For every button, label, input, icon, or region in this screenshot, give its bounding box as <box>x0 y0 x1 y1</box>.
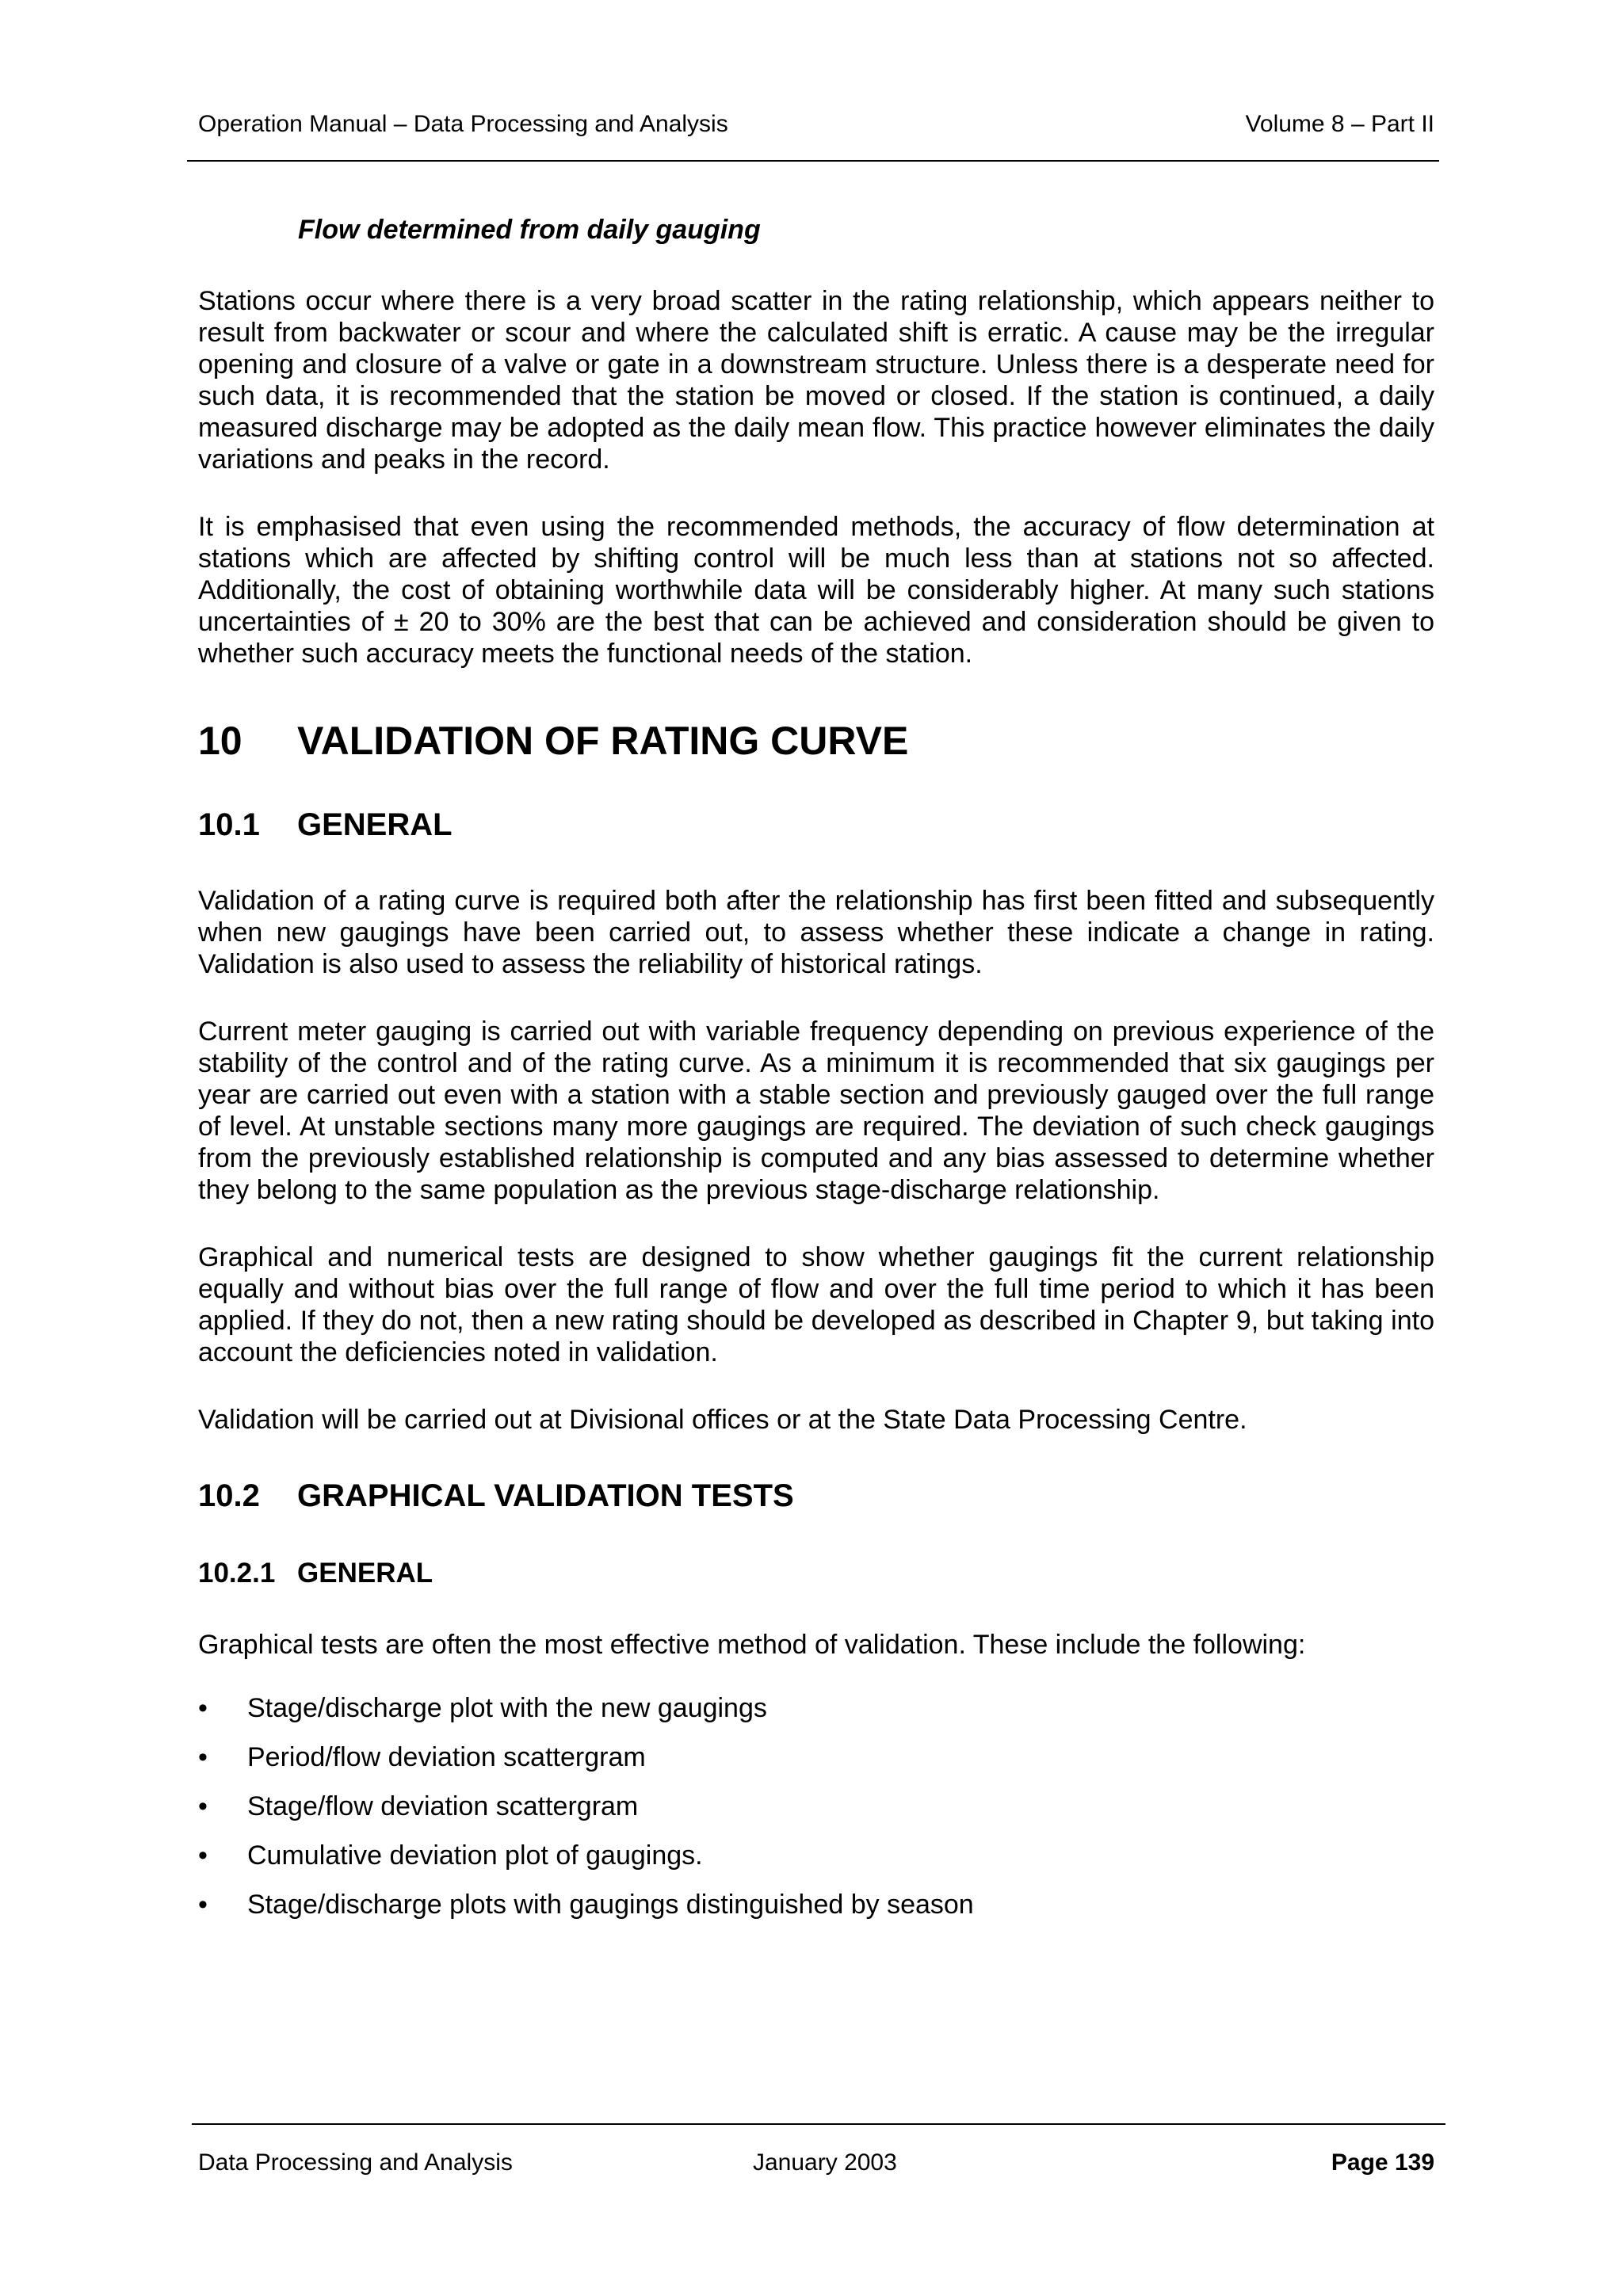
list-item-text: Stage/flow deviation scattergram <box>247 1791 639 1821</box>
bullet-icon: • <box>198 1890 208 1920</box>
list-item <box>198 1741 1434 1773</box>
page-content <box>198 212 1434 1938</box>
list-item <box>198 1791 1434 1822</box>
page-footer <box>198 2149 1434 2181</box>
list-item <box>198 1889 1434 1920</box>
page-header <box>198 111 1434 143</box>
footer-date: January 2003 <box>753 2149 897 2176</box>
paragraph-graphical-numerical: Graphical and numerical tests are designed to show whether gaugings fit the current relationship equally and without bias over the full range of flow and over the full time period to which it has been applied. If they do not, then a new rating should be developed as described in Chapter 9, but taking into account the deficiencies noted in validation. <box>198 1242 1434 1367</box>
bullet-icon: • <box>198 1742 208 1772</box>
subsubsection-title: GENERAL <box>297 1558 433 1589</box>
subheading-flow-daily-gauging: Flow determined from daily gauging <box>298 215 761 245</box>
header-volume: Volume 8 – Part II <box>1245 111 1434 137</box>
subsubsection-heading-10-2-1 <box>198 1556 1434 1591</box>
footer-title: Data Processing and Analysis <box>198 2149 513 2176</box>
paragraph-graphical-tests: Graphical tests are often the most effective method of validation. These include the following: <box>198 1630 1306 1660</box>
list-item <box>198 1840 1434 1871</box>
subsection-heading-10-2 <box>198 1477 1434 1515</box>
bullet-icon: • <box>198 1693 208 1723</box>
bullet-icon: • <box>198 1840 208 1871</box>
header-rule <box>187 160 1439 162</box>
footer-rule <box>192 2123 1445 2125</box>
header-title: Operation Manual – Data Processing and Analysis <box>198 111 728 137</box>
bullet-list <box>198 1692 1434 1920</box>
page-number: Page 139 <box>1331 2149 1434 2176</box>
subsection-title: GRAPHICAL VALIDATION TESTS <box>297 1478 794 1513</box>
subsection-number: 10.2 <box>198 1478 260 1513</box>
bullet-icon: • <box>198 1791 208 1821</box>
paragraph-current-meter: Current meter gauging is carried out with variable frequency depending on previous experience of the stability of the control and of the rating curve. As a minimum it is recommended that six gaugings per year are carried out even with a station with a stable section and previously gauged over the full range of level. At unstable sections many more gaugings are required. The deviation of such check gaugings from the previously established relationship is computed and any bias assessed to determine whether they belong to the same population as the previous stage-discharge relationship. <box>198 1016 1434 1205</box>
list-item-text: Cumulative deviation plot of gaugings. <box>247 1840 703 1871</box>
subsubsection-number: 10.2.1 <box>198 1558 276 1589</box>
subsection-title: GENERAL <box>297 807 453 842</box>
list-item-text: Stage/discharge plots with gaugings distinguished by season <box>247 1890 974 1920</box>
list-item-text: Stage/discharge plot with the new gaugings <box>247 1693 767 1723</box>
paragraph-accuracy: It is emphasised that even using the recommended methods, the accuracy of flow determination at stations which are affected by shifting control will be much less than at stations not so affected. Additionally, the cost of obtaining worthwhile data will be considerably higher. At many such stations uncertainties of ± 20 to 30% are the best that can be achieved and consideration should be given to whether such accuracy meets the functional needs of the station. <box>198 512 1434 669</box>
paragraph-validation-offices: Validation will be carried out at Divisional offices or at the State Data Processing Centre. <box>198 1405 1247 1435</box>
list-item <box>198 1692 1434 1724</box>
subsection-number: 10.1 <box>198 807 260 842</box>
list-item-text: Period/flow deviation scattergram <box>247 1742 646 1772</box>
section-title: VALIDATION OF RATING CURVE <box>297 719 909 763</box>
paragraph-validation-required: Validation of a rating curve is required both after the relationship has first been fitted and subsequently when new gaugings have been carried out, to assess whether these indicate a change in rating. Validation is also used to assess the reliability of historical ratings. <box>198 886 1434 979</box>
subsection-heading-10-1 <box>198 806 1434 844</box>
section-number: 10 <box>198 719 242 763</box>
paragraph-stations-scatter: Stations occur where there is a very broad scatter in the rating relationship, which appears neither to result from backwater or scour and where the calculated shift is erratic. A cause may be the irregular opening and closure of a valve or gate in a downstream structure. Unless there is a desperate need for such data, it is recommended that the station be moved or closed. If the station is continued, a daily measured discharge may be adopted as the daily mean flow. This practice however eliminates the daily variations and peaks in the record. <box>198 286 1434 475</box>
section-heading-10 <box>198 717 1434 765</box>
